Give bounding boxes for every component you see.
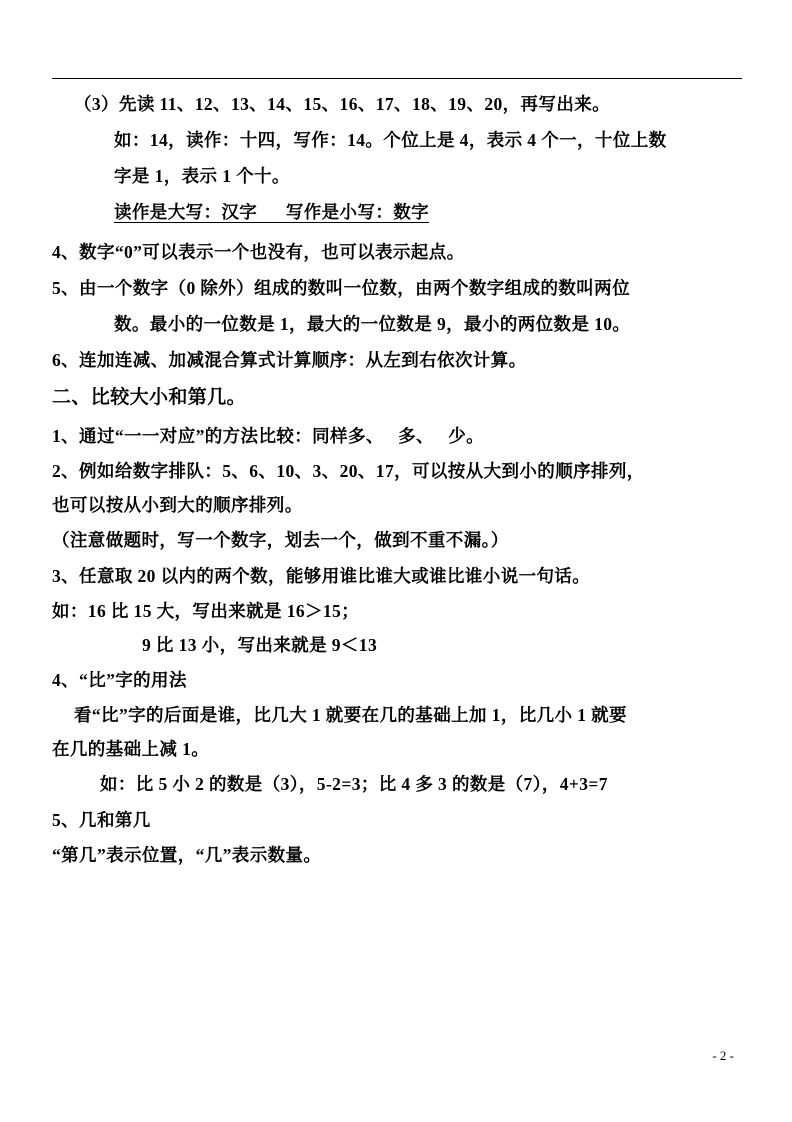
- paragraph-line: 5、由一个数字（0 除外）组成的数叫一位数，由两个数字组成的数叫两位: [52, 278, 630, 298]
- paragraph-line: 在几的基础上减 1。: [52, 739, 210, 759]
- document-body: [52, 86, 752, 872]
- page-number: - 2 -: [712, 1048, 734, 1063]
- paragraph-line: 9 比 13 小，写出来就是 9＜13: [142, 635, 378, 655]
- paragraph-line-underlined: [52, 194, 752, 230]
- paragraph-line: 1、通过“一一对应”的方法比较：同样多、 多、 少。: [52, 426, 484, 446]
- underlined-text: 读作是大写：汉字 写作是小写：数字: [114, 202, 430, 222]
- paragraph-line: 也可以按从小到大的顺序排列。: [52, 495, 303, 515]
- paragraph-line: 5、几和第几: [52, 810, 151, 830]
- header-divider: [52, 78, 742, 79]
- paragraph-line: （注意做题时，写一个数字，划去一个，做到不重不漏。）: [52, 530, 509, 550]
- paragraph-line: 4、“比”字的用法: [52, 670, 187, 690]
- paragraph-line: 如：比 5 小 2 的数是（3），5-2=3；比 4 多 3 的数是（7），4+3=7: [100, 774, 608, 794]
- paragraph-line: 字是 1，表示 1 个十。: [114, 166, 290, 186]
- paragraph-line: 4、数字“0”可以表示一个也没有，也可以表示起点。: [52, 242, 465, 262]
- paragraph-line: 如：16 比 15 大，写出来就是 16＞15；: [52, 601, 360, 621]
- paragraph-line: 6、连加连减、加减混合算式计算顺序：从左到右依次计算。: [52, 350, 527, 370]
- paragraph-line: （3）先读 11、12、13、14、15、16、17、18、19、20，再写出来。: [74, 94, 611, 114]
- paragraph-line: 3、任意取 20 以内的两个数，能够用谁比谁大或谁比谁小说一句话。: [52, 566, 591, 586]
- paragraph-line: 看“比”字的后面是谁，比几大 1 就要在几的基础上加 1，比几小 1 就要: [74, 705, 627, 725]
- paragraph-line: “第几”表示位置，“几”表示数量。: [52, 845, 322, 865]
- paragraph-line: 2、例如给数字排队：5、6、10、3、20、17，可以按从大到小的顺序排列，: [52, 461, 645, 481]
- paragraph-line: 数。最小的一位数是 1，最大的一位数是 9，最小的两位数是 10。: [114, 314, 631, 334]
- paragraph-line: 如：14，读作：十四，写作：14。个位上是 4，表示 4 个一，十位上数: [114, 130, 667, 150]
- section-heading: 二、比较大小和第几。: [52, 387, 247, 408]
